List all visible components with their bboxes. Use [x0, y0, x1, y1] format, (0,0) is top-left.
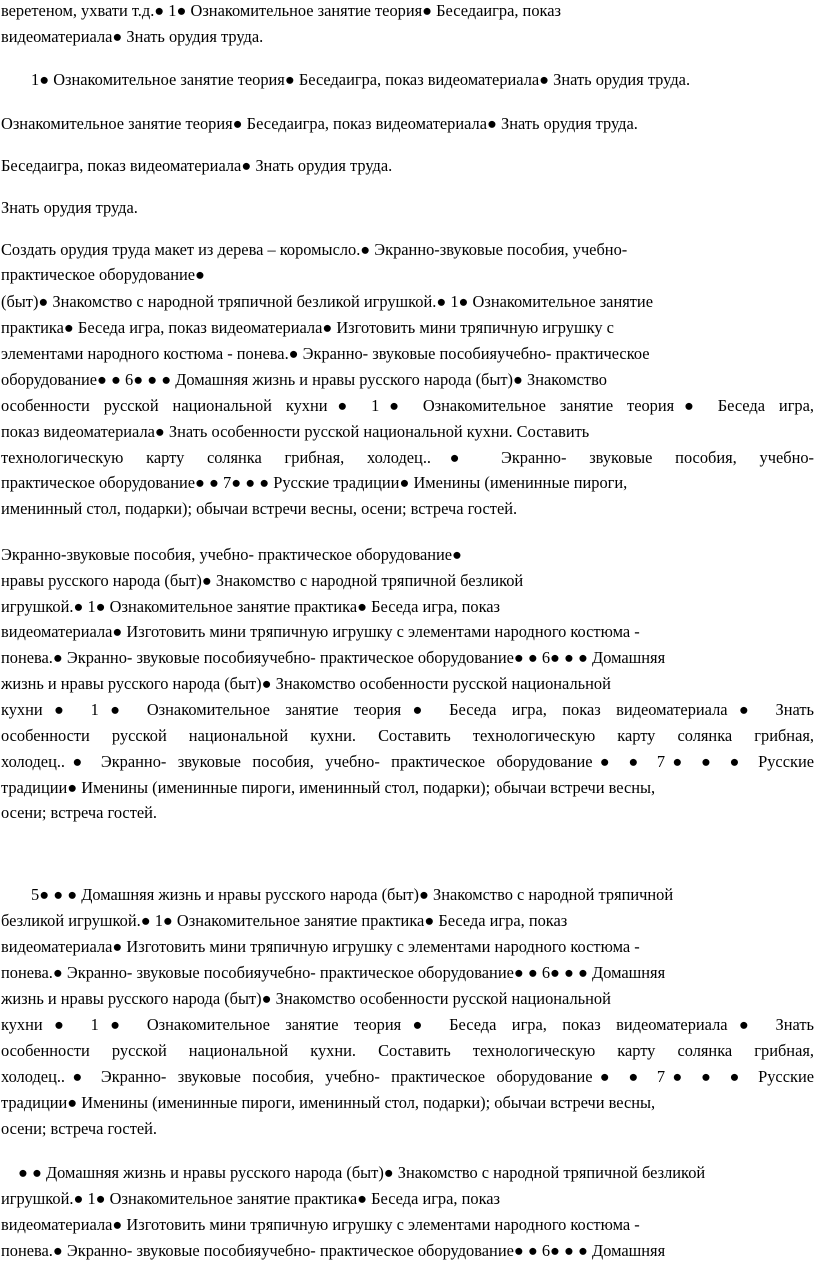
text-line: особенности русской национальной кухни. Составить технологическую карту солянка грибная,: [1, 1041, 814, 1060]
text-line: Создать орудия труда макет из дерева – коромысло.● Экранно-звуковые пособия, учебно-: [1, 240, 628, 259]
text-line: практика● Беседа игра, показ видеоматериала● Изготовить мини тряпичную игрушку с: [1, 318, 614, 337]
text-line: 5● ● ● Домашняя жизнь и нравы русского народа (быт)● Знакомство с народной тряпичной: [31, 885, 674, 904]
text-line: Ознакомительное занятие теория● Беседаигра, показ видеоматериала● Знать орудия труда.: [1, 114, 638, 133]
text-line: технологическую карту солянка грибная, холодец..● Экранно- звуковые пособия, учебно-: [1, 448, 814, 467]
text-line: (быт)● Знакомство с народной тряпичной безликой игрушкой.● 1● Ознакомительное занятие: [1, 292, 653, 311]
text-line: понева.● Экранно- звуковые пособияучебно- практическое оборудование● ● 6● ● ● Домашняя: [1, 963, 666, 982]
text-line: традиции● Именины (именинные пироги, именинный стол, подарки); обычаи встречи весны,: [1, 1093, 656, 1112]
text-line: Беседаигра, показ видеоматериала● Знать орудия труда.: [1, 156, 393, 175]
text-line: жизнь и нравы русского народа (быт)● Знакомство особенности русской национальной: [1, 674, 611, 693]
text-line: игрушкой.● 1● Ознакомительное занятие практика● Беседа игра, показ: [1, 597, 501, 616]
text-line: игрушкой.● 1● Ознакомительное занятие практика● Беседа игра, показ: [1, 1189, 501, 1208]
text-line: практическое оборудование●: [1, 265, 205, 284]
text-line: холодец..● Экранно- звуковые пособия, учебно- практическое оборудование● ● 7● ● ● Русские: [1, 1067, 814, 1086]
text-line: именинный стол, подарки); обычаи встречи весны, осени; встреча гостей.: [1, 499, 518, 518]
text-line: осени; встреча гостей.: [1, 803, 158, 822]
text-line: традиции● Именины (именинные пироги, именинный стол, подарки); обычаи встречи весны,: [1, 778, 656, 797]
text-line: практическое оборудование● ● 7● ● ● Русские традиции● Именины (именинные пироги,: [1, 473, 628, 492]
text-line: безликой игрушкой.● 1● Ознакомительное занятие практика● Беседа игра, показ: [1, 911, 568, 930]
text-line: ● ● Домашняя жизнь и нравы русского народа (быт)● Знакомство с народной тряпичной безликой: [18, 1163, 706, 1182]
text-line: видеоматериала● Знать орудия труда.: [1, 27, 264, 46]
text-line: особенности русской национальной кухни● 1● Ознакомительное занятие теория● Беседа игра,: [1, 396, 814, 415]
text-line: Экранно-звуковые пособия, учебно- практическое оборудование●: [1, 545, 462, 564]
text-line: веретеном, ухвати т.д.● 1● Ознакомительное занятие теория● Беседаигра, показ: [1, 1, 561, 20]
text-line: холодец..● Экранно- звуковые пособия, учебно- практическое оборудование● ● 7● ● ● Русские: [1, 752, 814, 771]
text-line: кухни● 1● Ознакомительное занятие теория● Беседа игра, показ видеоматериала● Знать: [1, 700, 814, 719]
text-line: элементами народного костюма - понева.● Экранно- звуковые пособияучебно- практическое: [1, 344, 650, 363]
text-line: понева.● Экранно- звуковые пособияучебно- практическое оборудование● ● 6● ● ● Домашняя: [1, 1241, 666, 1260]
text-line: 1● Ознакомительное занятие теория● Беседаигра, показ видеоматериала● Знать орудия труда.: [31, 70, 691, 89]
text-line: понева.● Экранно- звуковые пособияучебно- практическое оборудование● ● 6● ● ● Домашняя: [1, 648, 666, 667]
text-line: Знать орудия труда.: [1, 198, 138, 217]
text-line: видеоматериала● Изготовить мини тряпичную игрушку с элементами народного костюма -: [1, 1215, 640, 1234]
text-line: кухни● 1● Ознакомительное занятие теория● Беседа игра, показ видеоматериала● Знать: [1, 1015, 814, 1034]
text-line: нравы русского народа (быт)● Знакомство с народной тряпичной безликой: [1, 571, 524, 590]
text-line: оборудование● ● 6● ● ● Домашняя жизнь и нравы русского народа (быт)● Знакомство: [1, 370, 607, 389]
text-line: показ видеоматериала● Знать особенности русской национальной кухни. Составить: [1, 422, 590, 441]
text-line: жизнь и нравы русского народа (быт)● Знакомство особенности русской национальной: [1, 989, 611, 1008]
text-line: осени; встреча гостей.: [1, 1119, 158, 1138]
text-line: видеоматериала● Изготовить мини тряпичную игрушку с элементами народного костюма -: [1, 622, 640, 641]
text-line: особенности русской национальной кухни. Составить технологическую карту солянка грибная,: [1, 726, 814, 745]
text-line: видеоматериала● Изготовить мини тряпичную игрушку с элементами народного костюма -: [1, 937, 640, 956]
